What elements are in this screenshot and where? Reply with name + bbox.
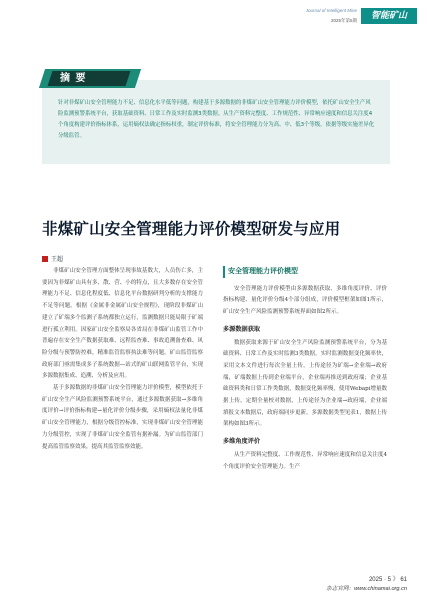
subsection-heading-eval: 多维角度评价: [223, 438, 261, 446]
subsection-paragraph-data: 数据获取来源于矿山安全生产风险监测预警系统平台，分为基础资料、日常工作及实时监测3类数据。实时监测数据变化频率快，采用文本文件进行每次全量上传，上传途径为矿端→企业端→政府端，矿端数据上传到企业端平台，企业端再推送到政府端；企业基础资料类和日常工作类数据，数据变化频率慢，使用Webapi增量数据上传，定期全量校对数据，上传途径为企业端→政府端，企业端填报文本数据后，政府端同步更新。多源数据类型见表1，数据上传架构如图3所示。: [223, 339, 387, 428]
footer-site-label: 杂志官网：: [326, 586, 355, 592]
section-heading: 安全管理能力评价模型: [223, 266, 387, 278]
author-marker-icon: [42, 256, 48, 262]
author-name: 王超: [51, 256, 64, 263]
journal-logo: 智能矿山: [361, 8, 417, 24]
journal-issue: 2025年第5期: [330, 18, 357, 23]
left-paragraph-1: 非煤矿山安全管理方面整体呈现事故基数大，人员伤亡多，主要因为非煤矿山具有多、散、营、小的特点，且大多数存在安全管理能力不足、信息化程度低、信息化平台数据研判分析的支撑能力不足等问题。根据《金属非金属矿山安全规程》，现阶段非煤矿山建立了矿端多个监测子系统都独立运行，监测数据只能局限于矿端进行孤立利用。因家矿山安全监察局各省局在非煤矿山监管工作中普遍存在安全生产数据获取难、远程监查难、事故追溯备查难、风险分级与预警防控难，精准监管监察执法难等问题。矿山监管监察政府部门亟需集成多子系统数据—站式的矿山联网监管平台，实现多源数据集成、追溯、分析及应用。: [42, 268, 203, 380]
journal-header: [247, 6, 417, 34]
subsection-heading-data: 多源数据获取: [223, 325, 261, 333]
footer-site-url[interactable]: www.chinamai.org.cn: [354, 586, 407, 592]
article-title: 非煤矿山安全管理能力评价模型研发与应用: [42, 219, 341, 238]
author-line: [42, 254, 63, 263]
page-number: 2025 · 5 》 61: [368, 577, 407, 583]
left-paragraph-2: 基于多源数据的非煤矿山安全管理能力评价模型，模型依托于矿山安全生产风险监测预警系统平台，通过多源数据获取→多维角度评价→评价指标构建→量化评价分级步骤，采用熵权法量化非煤矿山安全管理能力，根据分级管控标准，实现非煤矿山安全管理能力分级管控，实现了非煤矿山安全监管有据补漏。为矿山监管部门提高监管监察效果，提高其监管监察效能。: [42, 385, 203, 450]
left-column: [42, 266, 203, 453]
journal-english-name: Journal of Intelligent Mine: [305, 8, 357, 13]
section-intro: 安全管理能力评价模型由多源数据获取、多维角度评价、评价指标构建、量化评价分级4个部分组成，评价模型框架如图1所示，矿山安全生产风险监测预警系统界面如图2所示。: [223, 285, 387, 316]
abstract-label: 摘 要: [60, 73, 87, 84]
footer-site: [326, 584, 407, 592]
right-column: [223, 266, 387, 473]
subsection-paragraph-eval: 从生产资料完整度、工作规范性、异常响应速度和信息关注度4个角度评价安全管理能力。生产: [223, 451, 387, 470]
abstract-text: 针对非煤矿山安全管理能力不足、信息化水平低等问题，构建基于多源数据的非煤矿山安全管理能力评价模型，依托矿山安全生产风险监测预警系统平台，获取基础资料、日常工作及实时监测3类数据。从生产资料完整度、工作规范性、异常响应速度和信息关注度4个角度构建评价指标体系，运用熵权法确定指标权重，制定评价标准，将安全管理能力分为高、中、低3个等级，依据等级实施差异化分级监管。: [58, 100, 375, 139]
